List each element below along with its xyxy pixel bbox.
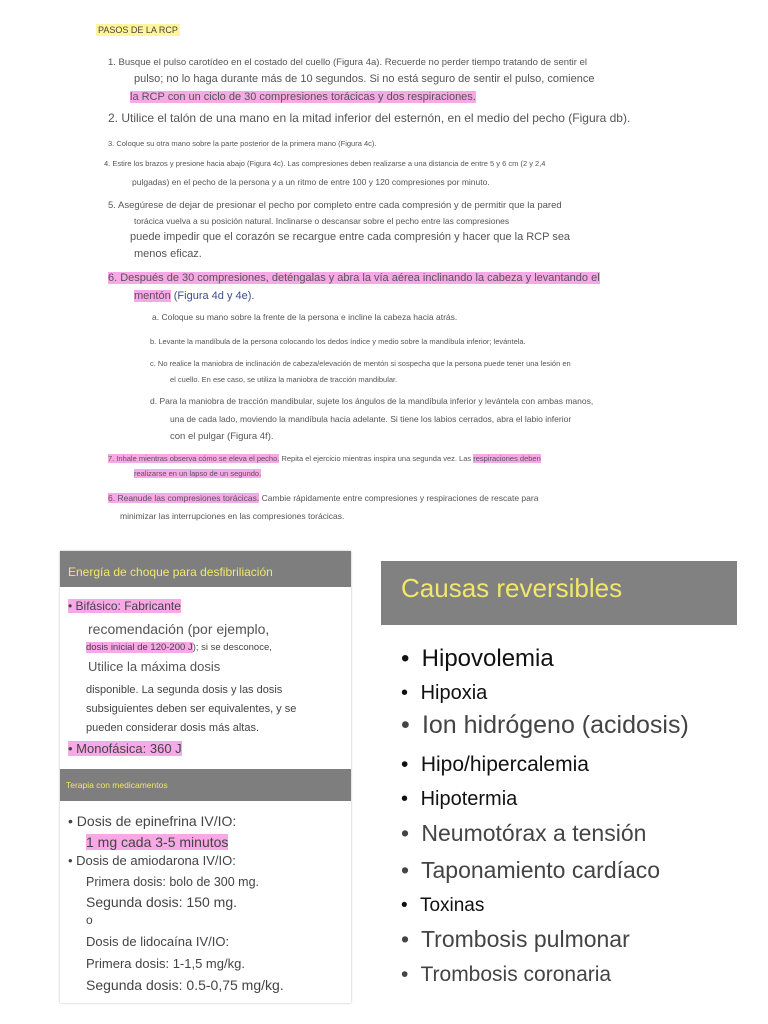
cause-text: Hipoxia bbox=[420, 682, 488, 704]
step-6-menton: mentón bbox=[134, 290, 171, 302]
epinephrine-line: • Dosis de epinefrina IV/IO: bbox=[68, 813, 237, 829]
cause-text: Hipovolemia bbox=[421, 645, 554, 672]
biphasic-line-4: Utilice la máxima dosis bbox=[88, 659, 221, 674]
cause-text: Neumotórax a tensión bbox=[421, 820, 647, 846]
cause-text: Trombosis pulmonar bbox=[420, 926, 630, 952]
step-7-highlight: 7. Inhale mientras observa cómo se eleva el pecho. bbox=[108, 454, 280, 463]
step-1-line-3: la RCP con un ciclo de 30 compresiones torácicas y dos respiraciones. bbox=[130, 91, 476, 103]
cause-item: • Hipo/hipercalemia bbox=[401, 753, 589, 776]
step-4-line-2: pulgadas) en el pecho de la persona y a un ritmo de entre 100 y 120 compresiones por minuto. bbox=[132, 177, 490, 187]
step-5-line-1: 5. Asegúrese de dejar de presionar el pecho por completo entre cada compresión y de permitir que la pared bbox=[108, 200, 562, 211]
step-3: 3. Coloque su otra mano sobre la parte posterior de la primera mano (Figura 4c). bbox=[108, 139, 377, 148]
step-1-line-1: 1. Busque el pulso carotídeo en el costado del cuello (Figura 4a). Recuerde no perder tiempo tratando de sentir el bbox=[108, 57, 587, 68]
shock-energy-header bbox=[60, 551, 351, 587]
amiodarone-line: • Dosis de amiodarona IV/IO: bbox=[68, 853, 236, 868]
lidocaine-second: Segunda dosis: 0.5-0,75 mg/kg. bbox=[86, 977, 284, 993]
cause-text: Hipo/hipercalemia bbox=[420, 753, 589, 776]
lidocaine-line: Dosis de lidocaína IV/IO: bbox=[86, 934, 230, 949]
step-6c-line-2: el cuello. En ese caso, se utiliza la maniobra de tracción mandibular. bbox=[170, 375, 398, 384]
step-5-line-3: puede impedir que el corazón se recargue entre cada compresión y hacer que la RCP sea bbox=[130, 231, 571, 243]
cause-text: Taponamiento cardíaco bbox=[420, 857, 661, 883]
step-8-line-1 bbox=[108, 493, 538, 503]
step-6c-line-1: c. No realice la maniobra de inclinación de cabeza/elevación de mentón si sospecha que la persona puede tener una lesión en bbox=[150, 359, 571, 368]
step-6-line-2 bbox=[134, 290, 254, 302]
step-6-figure-ref: (Figura 4d y 4e). bbox=[173, 290, 255, 302]
step-2: 2. Utilice el talón de una mano en la mitad inferior del esternón, en el medio del pecho (Figura db). bbox=[108, 111, 631, 125]
epinephrine-dose-text: 1 mg cada 3-5 minutos bbox=[86, 834, 229, 850]
step-6d-line-1: d. Para la maniobra de tracción mandibular, sujete los ángulos de la mandíbula inferior y levántela con ambas manos, bbox=[150, 396, 594, 406]
drug-therapy-header bbox=[60, 769, 351, 801]
step-4-line-1: 4. Estire los brazos y presione hacia abajo (Figura 4c). Las compresiones deben realizarse a una distancia de entre 5 y 6 cm (2 y 2,4 bbox=[104, 159, 546, 168]
cause-text: Trombosis coronaria bbox=[420, 963, 612, 986]
biphasic-line-2: recomendación (por ejemplo, bbox=[88, 621, 270, 637]
biphasic-line-6: subsiguientes deben ser equivalentes, y se bbox=[86, 703, 297, 715]
step-7-highlight-2: respiraciones deben bbox=[473, 454, 541, 463]
steps-title: PASOS DE LA RCP bbox=[98, 25, 178, 35]
defibrillation-drug-panel bbox=[60, 551, 351, 1003]
monophasic-line bbox=[68, 741, 182, 756]
step-6-line-1: 6. Después de 30 compresiones, deténgalas y abra la vía aérea inclinando la cabeza y levantando el bbox=[108, 272, 600, 284]
cause-item: • Trombosis pulmonar bbox=[401, 926, 630, 952]
drug-therapy-header-text: Terapia con medicamentos bbox=[66, 780, 168, 790]
epinephrine-dose bbox=[86, 834, 228, 850]
step-6d-line-3: con el pulgar (Figura 4f). bbox=[170, 431, 274, 442]
or-separator: o bbox=[86, 913, 93, 927]
biphasic-line-7: pueden considerar dosis más altas. bbox=[86, 722, 260, 734]
cause-text: Toxinas bbox=[419, 895, 485, 916]
amiodarone-first: Primera dosis: bolo de 300 mg. bbox=[86, 875, 260, 889]
cause-item: • Taponamiento cardíaco bbox=[401, 857, 661, 883]
monophasic-label: • Monofásica: 360 J bbox=[68, 741, 182, 756]
lidocaine-first: Primera dosis: 1-1,5 mg/kg. bbox=[86, 956, 245, 971]
biphasic-unknown: ); si se desconoce, bbox=[192, 642, 272, 653]
cause-item: • Trombosis coronaria bbox=[401, 963, 612, 986]
reversible-causes-title: Causas reversibles bbox=[401, 573, 623, 603]
step-8-line-2: minimizar las interrupciones en las compresiones torácicas. bbox=[120, 511, 345, 521]
cause-item: • Neumotórax a tensión bbox=[401, 820, 647, 846]
biphasic-label: • Bifásico: Fabricante bbox=[68, 599, 181, 613]
cause-text: Ion hidrógeno (acidosis) bbox=[421, 711, 689, 739]
step-7-middle: Repita el ejercicio mientras inspira una segunda vez. Las bbox=[279, 454, 474, 463]
reversible-causes-header bbox=[381, 561, 737, 625]
biphasic-line-1 bbox=[68, 599, 181, 613]
reversible-causes-panel bbox=[381, 561, 737, 991]
step-8-rest: Cambie rápidamente entre compresiones y respiraciones de rescate para bbox=[259, 493, 539, 503]
step-1-line-2: pulso; no lo haga durante más de 10 segundos. Si no está seguro de sentir el pulso, comience bbox=[134, 73, 595, 85]
cause-item: • Hipovolemia bbox=[401, 645, 554, 672]
amiodarone-second: Segunda dosis: 150 mg. bbox=[86, 894, 237, 910]
step-8-highlight: 6. Reanude las compresiones torácicas. bbox=[108, 493, 260, 503]
biphasic-dose: dosis inicial de 120-200 J bbox=[86, 642, 193, 653]
biphasic-line-3 bbox=[86, 642, 272, 653]
step-6d-line-2: una de cada lado, moviendo la mandíbula hacia adelante. Si tiene los labios cerrados, abra el labio inferior bbox=[170, 414, 572, 424]
step-5-line-2: torácica vuelva a su posición natural. Inclinarse o descansar sobre el pecho entre las compresiones bbox=[134, 216, 510, 226]
cause-text: Hipotermia bbox=[420, 788, 518, 810]
step-7-line-2: realizarse en un lapso de un segundo. bbox=[134, 469, 262, 478]
step-6a: a. Coloque su mano sobre la frente de la persona e incline la cabeza hacia atrás. bbox=[152, 312, 458, 322]
biphasic-line-5: disponible. La segunda dosis y las dosis bbox=[86, 684, 283, 696]
cause-item: • Toxinas bbox=[401, 895, 485, 916]
shock-energy-header-text: Energía de choque para desfibriliación bbox=[68, 565, 273, 579]
step-5-line-4: menos eficaz. bbox=[134, 248, 202, 260]
cause-item: • Hipotermia bbox=[401, 788, 518, 810]
cause-item: • Hipoxia bbox=[401, 682, 488, 704]
cause-item: • Ion hidrógeno (acidosis) bbox=[401, 711, 689, 739]
step-7-line-1 bbox=[108, 454, 541, 463]
step-6b: b. Levante la mandíbula de la persona colocando los dedos índice y medio sobre la mandíbula inferior; levántela. bbox=[150, 337, 526, 346]
